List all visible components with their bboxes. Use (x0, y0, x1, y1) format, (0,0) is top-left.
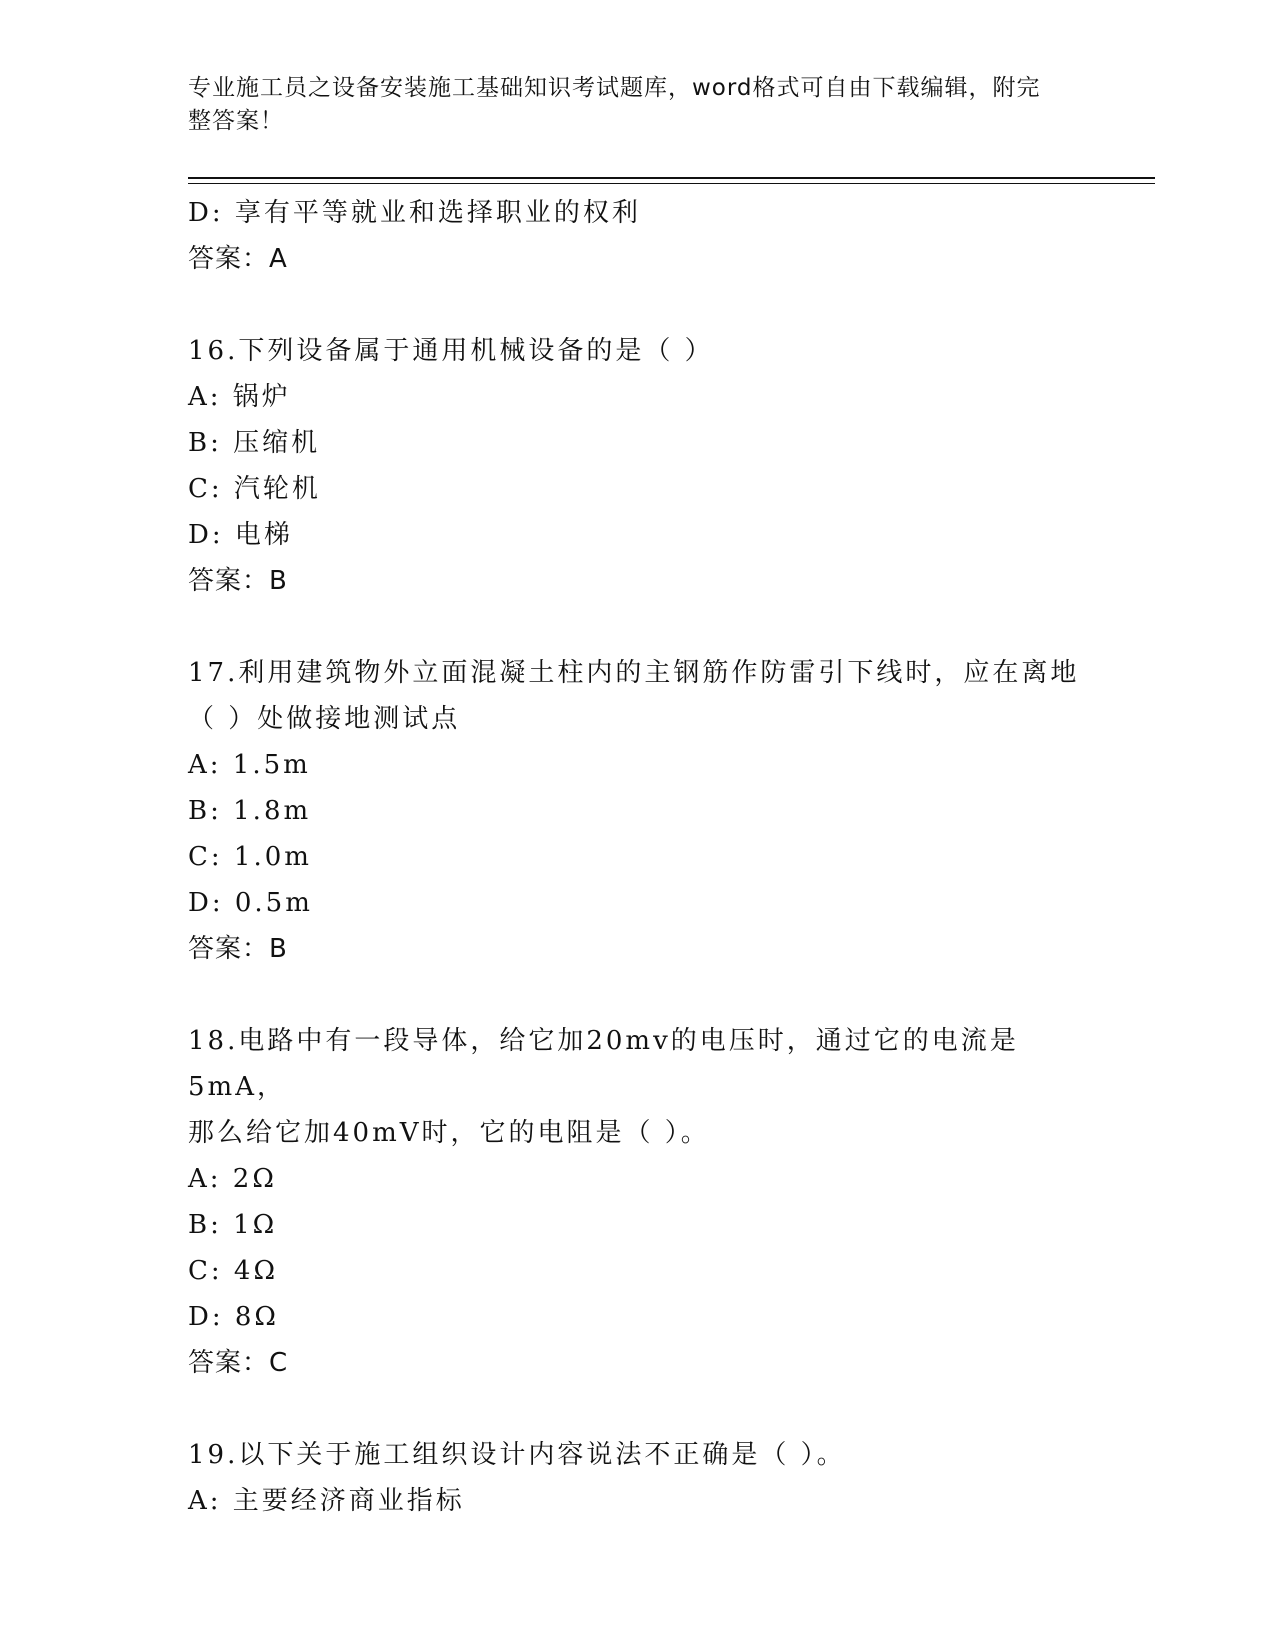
question-18 (188, 1018, 1088, 1386)
question-16 (188, 328, 1088, 604)
header-divider-thick (188, 177, 1155, 179)
option-c: C: 1.0m (188, 842, 312, 872)
header-title-line-2: 整答案！ (188, 108, 284, 134)
question-stem: 19.以下关于施工组织设计内容说法不正确是（ ）。 (188, 1440, 846, 1470)
option-d: D: 0.5m (188, 888, 313, 918)
question-stem: 16.下列设备属于通用机械设备的是（ ） (188, 336, 714, 366)
option-a: A: 2Ω (188, 1164, 277, 1194)
option-b: B: 压缩机 (188, 428, 321, 458)
option-d: D: 享有平等就业和选择职业的权利 (188, 198, 641, 228)
question-list (188, 190, 1088, 1524)
option-a: A: 锅炉 (188, 382, 291, 412)
header-divider-thin (188, 183, 1155, 184)
question-17 (188, 650, 1088, 972)
option-d: D: 8Ω (188, 1302, 279, 1332)
previous-question-tail (188, 190, 1088, 282)
option-d: D: 电梯 (188, 520, 293, 550)
document-header (188, 72, 1068, 138)
option-b: B: 1Ω (188, 1210, 278, 1240)
option-a: A: 主要经济商业指标 (188, 1486, 465, 1516)
question-stem-line-2: （ ）处做接地测试点 (188, 704, 461, 734)
answer-line: 答案：B (188, 566, 288, 596)
answer-line: 答案：C (188, 1348, 289, 1378)
question-19 (188, 1432, 1088, 1524)
option-c: C: 汽轮机 (188, 474, 321, 504)
question-stem-line-2: 那么给它加40mV时，它的电阻是（ ）。 (188, 1118, 710, 1148)
header-title-line-1: 专业施工员之设备安装施工基础知识考试题库，word格式可自由下载编辑，附完 (188, 75, 1041, 101)
option-b: B: 1.8m (188, 796, 312, 826)
option-c: C: 4Ω (188, 1256, 279, 1286)
option-a: A: 1.5m (188, 750, 311, 780)
question-stem-line-1: 18.电路中有一段导体，给它加20mv的电压时，通过它的电流是5mA， (188, 1026, 1019, 1102)
answer-line: 答案：A (188, 244, 288, 274)
question-stem-line-1: 17.利用建筑物外立面混凝土柱内的主钢筋作防雷引下线时，应在离地 (188, 658, 1080, 688)
answer-line: 答案：B (188, 934, 288, 964)
